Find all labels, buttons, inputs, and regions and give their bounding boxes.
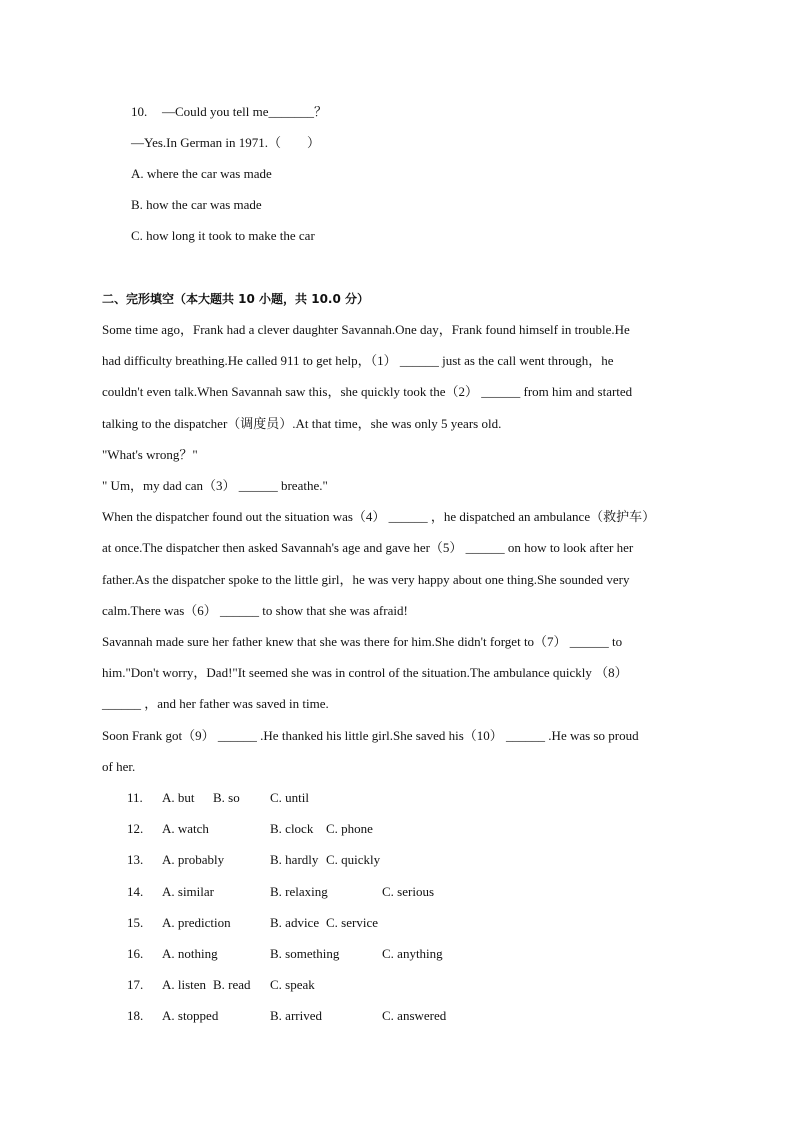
passage-line: "What's wrong？": [102, 447, 198, 462]
option-c[interactable]: C. serious: [382, 884, 434, 899]
option-a[interactable]: A. nothing: [162, 946, 218, 961]
option-a[interactable]: A. probably: [162, 852, 225, 867]
passage-line: calm.There was（6） ______ to show that she was afraid!: [102, 603, 408, 618]
option-a[interactable]: A. stopped: [162, 1008, 219, 1023]
option-b[interactable]: B. how the car was made: [131, 197, 262, 212]
question-number: 11.: [127, 790, 143, 805]
question-number: 12.: [127, 821, 144, 836]
passage-line: couldn't even talk.When Savannah saw this，she quickly took the（2） ______ from him and started: [102, 384, 633, 399]
passage-line: When the dispatcher found out the situation was（4） ______ ，he dispatched an ambulance（救护车）: [102, 509, 656, 524]
option-c[interactable]: C. how long it took to make the car: [131, 228, 315, 243]
passage-line: Some time ago，Frank had a clever daughter Savannah.One day，Frank found himself in trouble.He: [102, 322, 630, 337]
question-number: 18.: [127, 1008, 144, 1023]
option-a[interactable]: A. similar: [162, 884, 214, 899]
option-b[interactable]: B. arrived: [270, 1008, 322, 1023]
option-a[interactable]: A. but: [162, 790, 195, 805]
option-a[interactable]: A. where the car was made: [131, 166, 272, 181]
passage-line: Savannah made sure her father knew that she was there for him.She didn't forget to（7） ______ to: [102, 634, 623, 649]
answer-line: —Yes.In German in 1971.（ ）: [131, 135, 320, 150]
option-a[interactable]: A. listen: [162, 977, 207, 992]
question-stem: —Could you tell me_______？: [162, 104, 328, 119]
option-c[interactable]: C. quickly: [326, 852, 381, 867]
option-a[interactable]: A. watch: [162, 821, 209, 836]
option-b[interactable]: B. clock: [270, 821, 314, 836]
passage-line: " Um，my dad can（3） ______ breathe.": [102, 478, 328, 493]
passage-line: of her.: [102, 759, 136, 774]
option-b[interactable]: B. advice: [270, 915, 320, 930]
passage-line: had difficulty breathing.He called 911 to get help，（1） ______ just as the call went through，he: [102, 353, 614, 368]
option-b[interactable]: B. so: [213, 790, 240, 805]
option-b[interactable]: B. read: [213, 977, 251, 992]
passage-line: him."Don't worry，Dad!"It seemed she was in control of the situation.The ambulance quickly （8）: [102, 665, 628, 680]
option-b[interactable]: B. hardly: [270, 852, 319, 867]
passage-line: at once.The dispatcher then asked Savannah's age and gave her（5） ______ on how to look after her: [102, 540, 634, 555]
question-number: 14.: [127, 884, 144, 899]
option-c[interactable]: C. answered: [382, 1008, 447, 1023]
passage-line: ______ ，and her father was saved in time.: [102, 696, 329, 711]
option-b[interactable]: B. something: [270, 946, 340, 961]
passage-line: father.As the dispatcher spoke to the little girl，he was very happy about one thing.She sounded very: [102, 572, 630, 587]
question-number: 17.: [127, 977, 144, 992]
option-a[interactable]: A. prediction: [162, 915, 231, 930]
question-number: 16.: [127, 946, 144, 961]
question-number: 15.: [127, 915, 144, 930]
option-c[interactable]: C. anything: [382, 946, 443, 961]
passage-line: Soon Frank got（9） ______ .He thanked his little girl.She saved his（10） ______ .He was so proud: [102, 728, 639, 743]
option-c[interactable]: C. speak: [270, 977, 315, 992]
option-c[interactable]: C. phone: [326, 821, 373, 836]
section-title: 二、完形填空（本大题共 10 小题，共 10.0 分）: [102, 292, 370, 306]
passage-line: talking to the dispatcher（调度员）.At that time，she was only 5 years old.: [102, 416, 502, 431]
option-c[interactable]: C. service: [326, 915, 378, 930]
question-number: 13.: [127, 852, 144, 867]
option-b[interactable]: B. relaxing: [270, 884, 328, 899]
question-number: 10.: [131, 104, 148, 119]
option-c[interactable]: C. until: [270, 790, 310, 805]
